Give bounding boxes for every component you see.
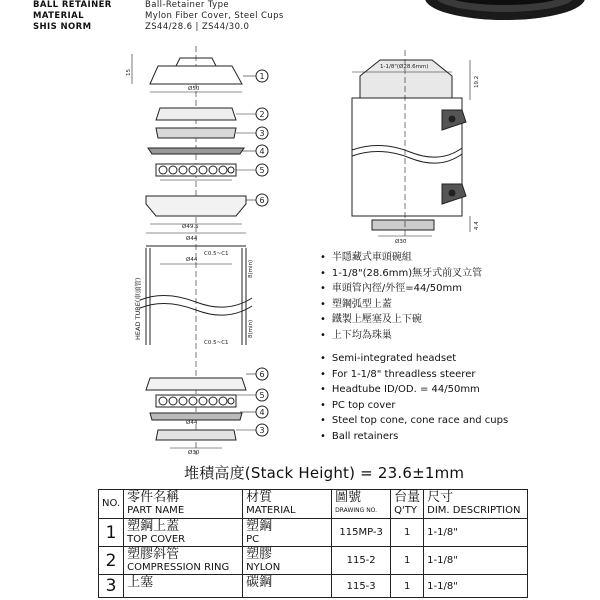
dim-label: Ø50 <box>188 86 200 92</box>
dim-label: C0.5~C1 <box>204 251 229 257</box>
headtube-label: HEAD TUBE(車頭管) <box>134 277 142 340</box>
part-cup-top <box>146 196 246 216</box>
feature-item: • Semi-integrated headset <box>320 353 457 364</box>
assembled-section <box>352 50 470 240</box>
dim-label: Ø44 <box>186 236 198 242</box>
headset-photo <box>420 0 590 24</box>
table-row: 3 上塞 碳鋼 115-3 1 1-1/8" <box>99 575 528 598</box>
callout-number: 5 <box>259 391 265 400</box>
dim-label: 19.2 <box>474 75 480 88</box>
dim-label: 15 <box>126 69 132 76</box>
col-qty: 台量 Q'TY <box>391 490 424 519</box>
dim-label: 8(min) <box>248 319 254 338</box>
spec-block <box>33 0 284 33</box>
feature-item: • Steel top cone, cone race and cups <box>320 415 509 426</box>
callout-number: 4 <box>259 147 265 156</box>
features-en <box>320 351 508 444</box>
spec-value: ZS44/28.6 | ZS44/30.0 <box>145 22 250 32</box>
feature-item: • 1-1/8"(28.6mm)無牙式前叉立管 <box>320 267 483 279</box>
table-row: 2 塑膠斜管 COMPRESSION RING 塑膠 NYLON 115-2 1 1-1/8" <box>99 547 528 575</box>
col-dim: 尺寸 DIM. DESCRIPTION <box>424 490 528 519</box>
table-row: 1 塑鋼上蓋 TOP COVER 塑鋼 PC 115MP-3 1 1-1/8" <box>99 519 528 547</box>
dim-label: 1-1/8"(Ø28.6mm) <box>380 64 429 70</box>
part-crown-race-base <box>156 430 236 440</box>
callout-number: 1 <box>259 72 265 81</box>
callout-number: 5 <box>259 166 265 175</box>
dim-label: 8(min) <box>248 259 254 278</box>
part-cup-bottom <box>146 378 246 390</box>
part-ball-retainer-lower <box>156 395 236 407</box>
feature-item: • 鐵製上壓塞及上下碗 <box>320 314 422 325</box>
features-zh <box>320 250 482 343</box>
callout-number: 3 <box>259 129 265 138</box>
col-drawing: 圖號 DRAWING NO. <box>332 490 391 519</box>
dim-label: Ø30 <box>188 450 200 456</box>
part-ball-retainer <box>156 164 236 176</box>
table-header <box>99 490 528 519</box>
dim-label: C0.5~C1 <box>204 340 229 346</box>
callout-number: 4 <box>259 408 265 417</box>
spec-label: BALL RETAINER <box>33 0 112 10</box>
feature-item: • Headtube ID/OD. = 44/50mm <box>320 384 480 395</box>
feature-item: • 半隱藏式車頭碗組 <box>320 252 412 263</box>
feature-item: • 上下均為珠巢 <box>320 329 392 341</box>
col-part: 零件名稱 PART NAME <box>124 490 243 519</box>
feature-item: • 車頭管內徑/外徑=44/50mm <box>320 283 462 294</box>
spec-row <box>33 0 284 11</box>
spec-row <box>33 11 284 22</box>
callout-number: 2 <box>259 110 265 119</box>
spec-value: Ball-Retainer Type <box>145 0 230 10</box>
dim-label: 4.4 <box>474 221 480 230</box>
callout-number: 3 <box>259 426 265 435</box>
part-top-cover <box>150 58 242 84</box>
dim-label: Ø30 <box>395 239 407 245</box>
spec-label: SHIS NORM <box>33 22 92 32</box>
feature-item: • For 1-1/8" threadless steerer <box>320 368 476 380</box>
dim-label: Ø44 <box>186 257 198 263</box>
dim-label: Ø44 <box>186 420 198 426</box>
spec-value: Mylon Fiber Cover, Steel Cups <box>145 11 284 21</box>
callout-number: 6 <box>259 370 265 379</box>
col-material: 材質 MATERIAL <box>243 490 332 519</box>
col-no: NO. <box>99 490 124 519</box>
spec-label: MATERIAL <box>33 11 84 21</box>
parts-table <box>98 489 528 598</box>
spec-row <box>33 22 284 33</box>
feature-item: • Ball retainers <box>320 430 399 442</box>
part-crown-race <box>150 413 242 420</box>
part-compression-ring <box>156 108 236 120</box>
callout-number: 6 <box>259 196 265 205</box>
part-washer <box>148 148 244 154</box>
technical-drawing <box>0 40 600 460</box>
dim-label: Ø49.5 <box>182 224 199 230</box>
stack-height: 堆積高度(Stack Height) = 23.6±1mm <box>184 464 465 482</box>
part-top-cone <box>156 128 236 138</box>
feature-item: • PC top cover <box>320 399 396 411</box>
feature-item: • 塑鋼弧型上蓋 <box>320 298 392 310</box>
